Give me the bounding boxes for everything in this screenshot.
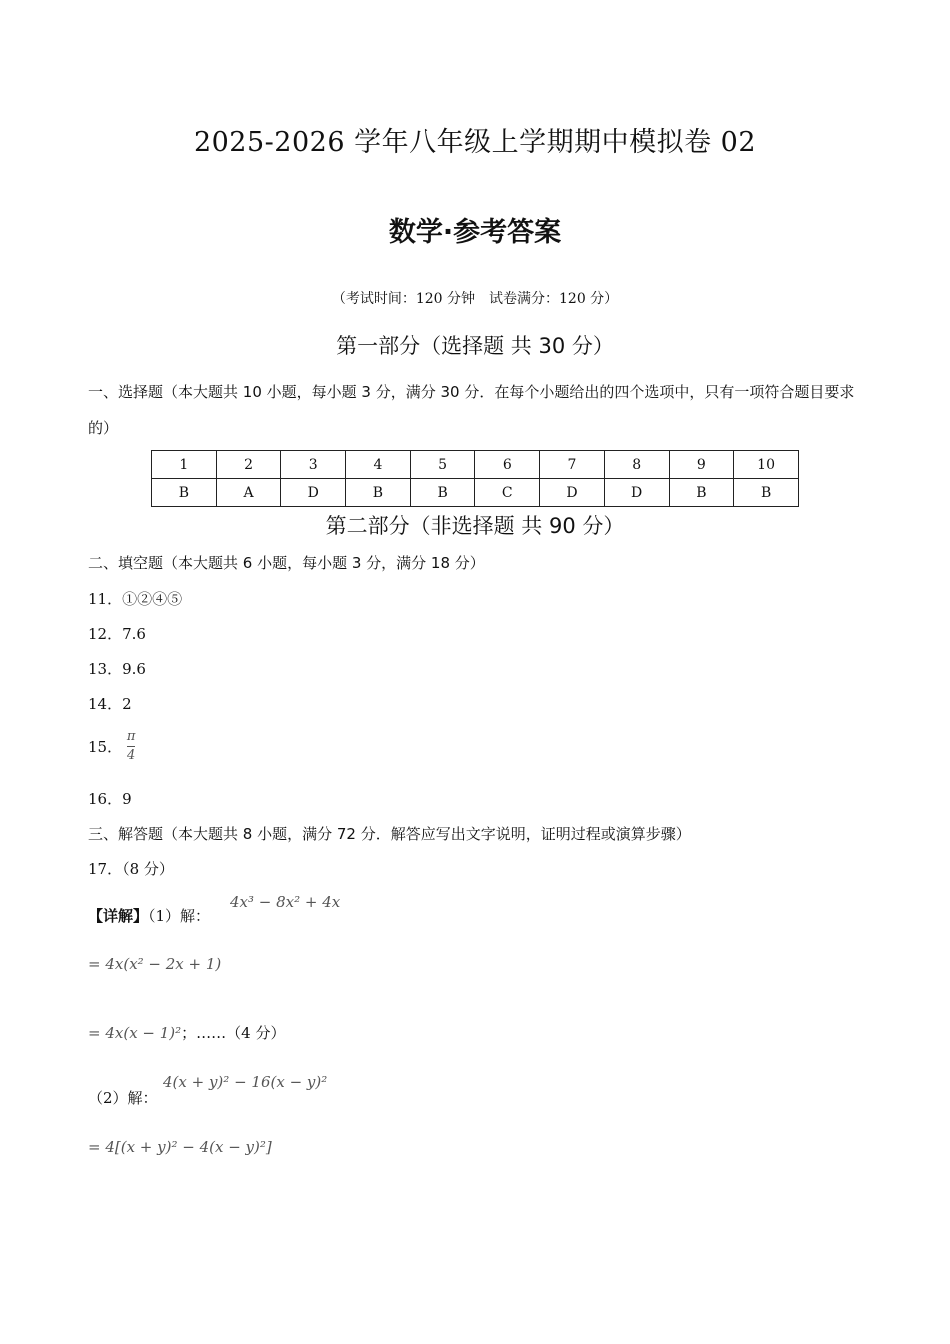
answer-number: 11．: [88, 590, 123, 608]
table-cell: 5: [410, 451, 475, 479]
q17-step2-line: [88, 1022, 285, 1043]
page-subtitle: 数学·参考答案: [388, 217, 562, 248]
table-cell: 9: [669, 451, 734, 479]
table-cell: 2: [216, 451, 281, 479]
table-cell: B: [669, 479, 734, 507]
answer-number: 13．: [88, 660, 123, 678]
answer-table-answer-row: [152, 479, 799, 507]
table-cell: D: [540, 479, 605, 507]
answer-value: ①②④⑤: [122, 590, 183, 608]
table-cell: 1: [152, 451, 217, 479]
choice-section-text: 一、选择题（本大题共 10 小题，每小题 3 分，满分 30 分．在每个小题给出的四个选项中，只有一项符合题目要求的）: [88, 383, 855, 437]
answer-13: [88, 658, 146, 679]
answer-14: [88, 693, 132, 714]
q17-expr1: 4x³ − 8x² + 4x: [230, 893, 341, 911]
part1-label: （1）解：: [148, 907, 211, 925]
q17-part1-line: [88, 905, 210, 926]
q17-expr2: 4(x + y)² − 16(x − y)²: [163, 1073, 328, 1091]
fraction-numerator: π: [126, 729, 136, 744]
answer-number: 16．: [88, 790, 123, 808]
solve-section-text: 三、解答题（本大题共 8 小题，满分 72 分．解答应写出文字说明，证明过程或演算步骤）: [88, 825, 691, 843]
table-cell: 6: [475, 451, 540, 479]
q17-step2-score: ；……（4 分）: [181, 1024, 286, 1042]
answer-table-number-row: [152, 451, 799, 479]
fill-section-text: 二、填空题（本大题共 6 小题，每小题 3 分，满分 18 分）: [88, 554, 485, 572]
table-cell: B: [734, 479, 799, 507]
fraction: [127, 728, 136, 765]
q17-label: 17．（8 分）: [88, 860, 174, 878]
answer-11: [88, 588, 182, 609]
table-cell: D: [604, 479, 669, 507]
answer-value: 9: [122, 790, 132, 808]
answer-number: 15．: [88, 738, 123, 756]
table-cell: 7: [540, 451, 605, 479]
part1-heading: 第一部分（选择题 共 30 分）: [336, 334, 614, 358]
table-cell: 4: [346, 451, 411, 479]
fraction-denominator: 4: [127, 748, 136, 763]
table-cell: 3: [281, 451, 346, 479]
answer-value: 2: [122, 695, 132, 713]
table-cell: C: [475, 479, 540, 507]
exam-meta: （考试时间：120 分钟 试卷满分：120 分）: [331, 291, 619, 307]
answer-15: [88, 728, 135, 765]
answer-12: [88, 623, 146, 644]
q17-step3: = 4[(x + y)² − 4(x − y)²]: [88, 1138, 272, 1156]
table-cell: A: [216, 479, 281, 507]
q17-step2: = 4x(x − 1)²: [88, 1024, 182, 1042]
table-cell: B: [346, 479, 411, 507]
q17-part2-label: （2）解：: [88, 1089, 158, 1107]
answer-number: 14．: [88, 695, 123, 713]
answer-value: 9.6: [122, 660, 146, 678]
answer-number: 12．: [88, 625, 123, 643]
detail-label: 【详解】: [88, 907, 149, 925]
part2-heading: 第二部分（非选择题 共 90 分）: [325, 514, 625, 538]
table-cell: B: [152, 479, 217, 507]
answer-table: [151, 450, 799, 507]
table-cell: 8: [604, 451, 669, 479]
answer-value: 7.6: [122, 625, 146, 643]
page-title: 2025-2026 学年八年级上学期期中模拟卷 02: [193, 127, 757, 158]
answer-16: [88, 788, 132, 809]
table-cell: D: [281, 479, 346, 507]
table-cell: B: [410, 479, 475, 507]
q17-step1: = 4x(x² − 2x + 1): [88, 955, 222, 973]
table-cell: 10: [734, 451, 799, 479]
